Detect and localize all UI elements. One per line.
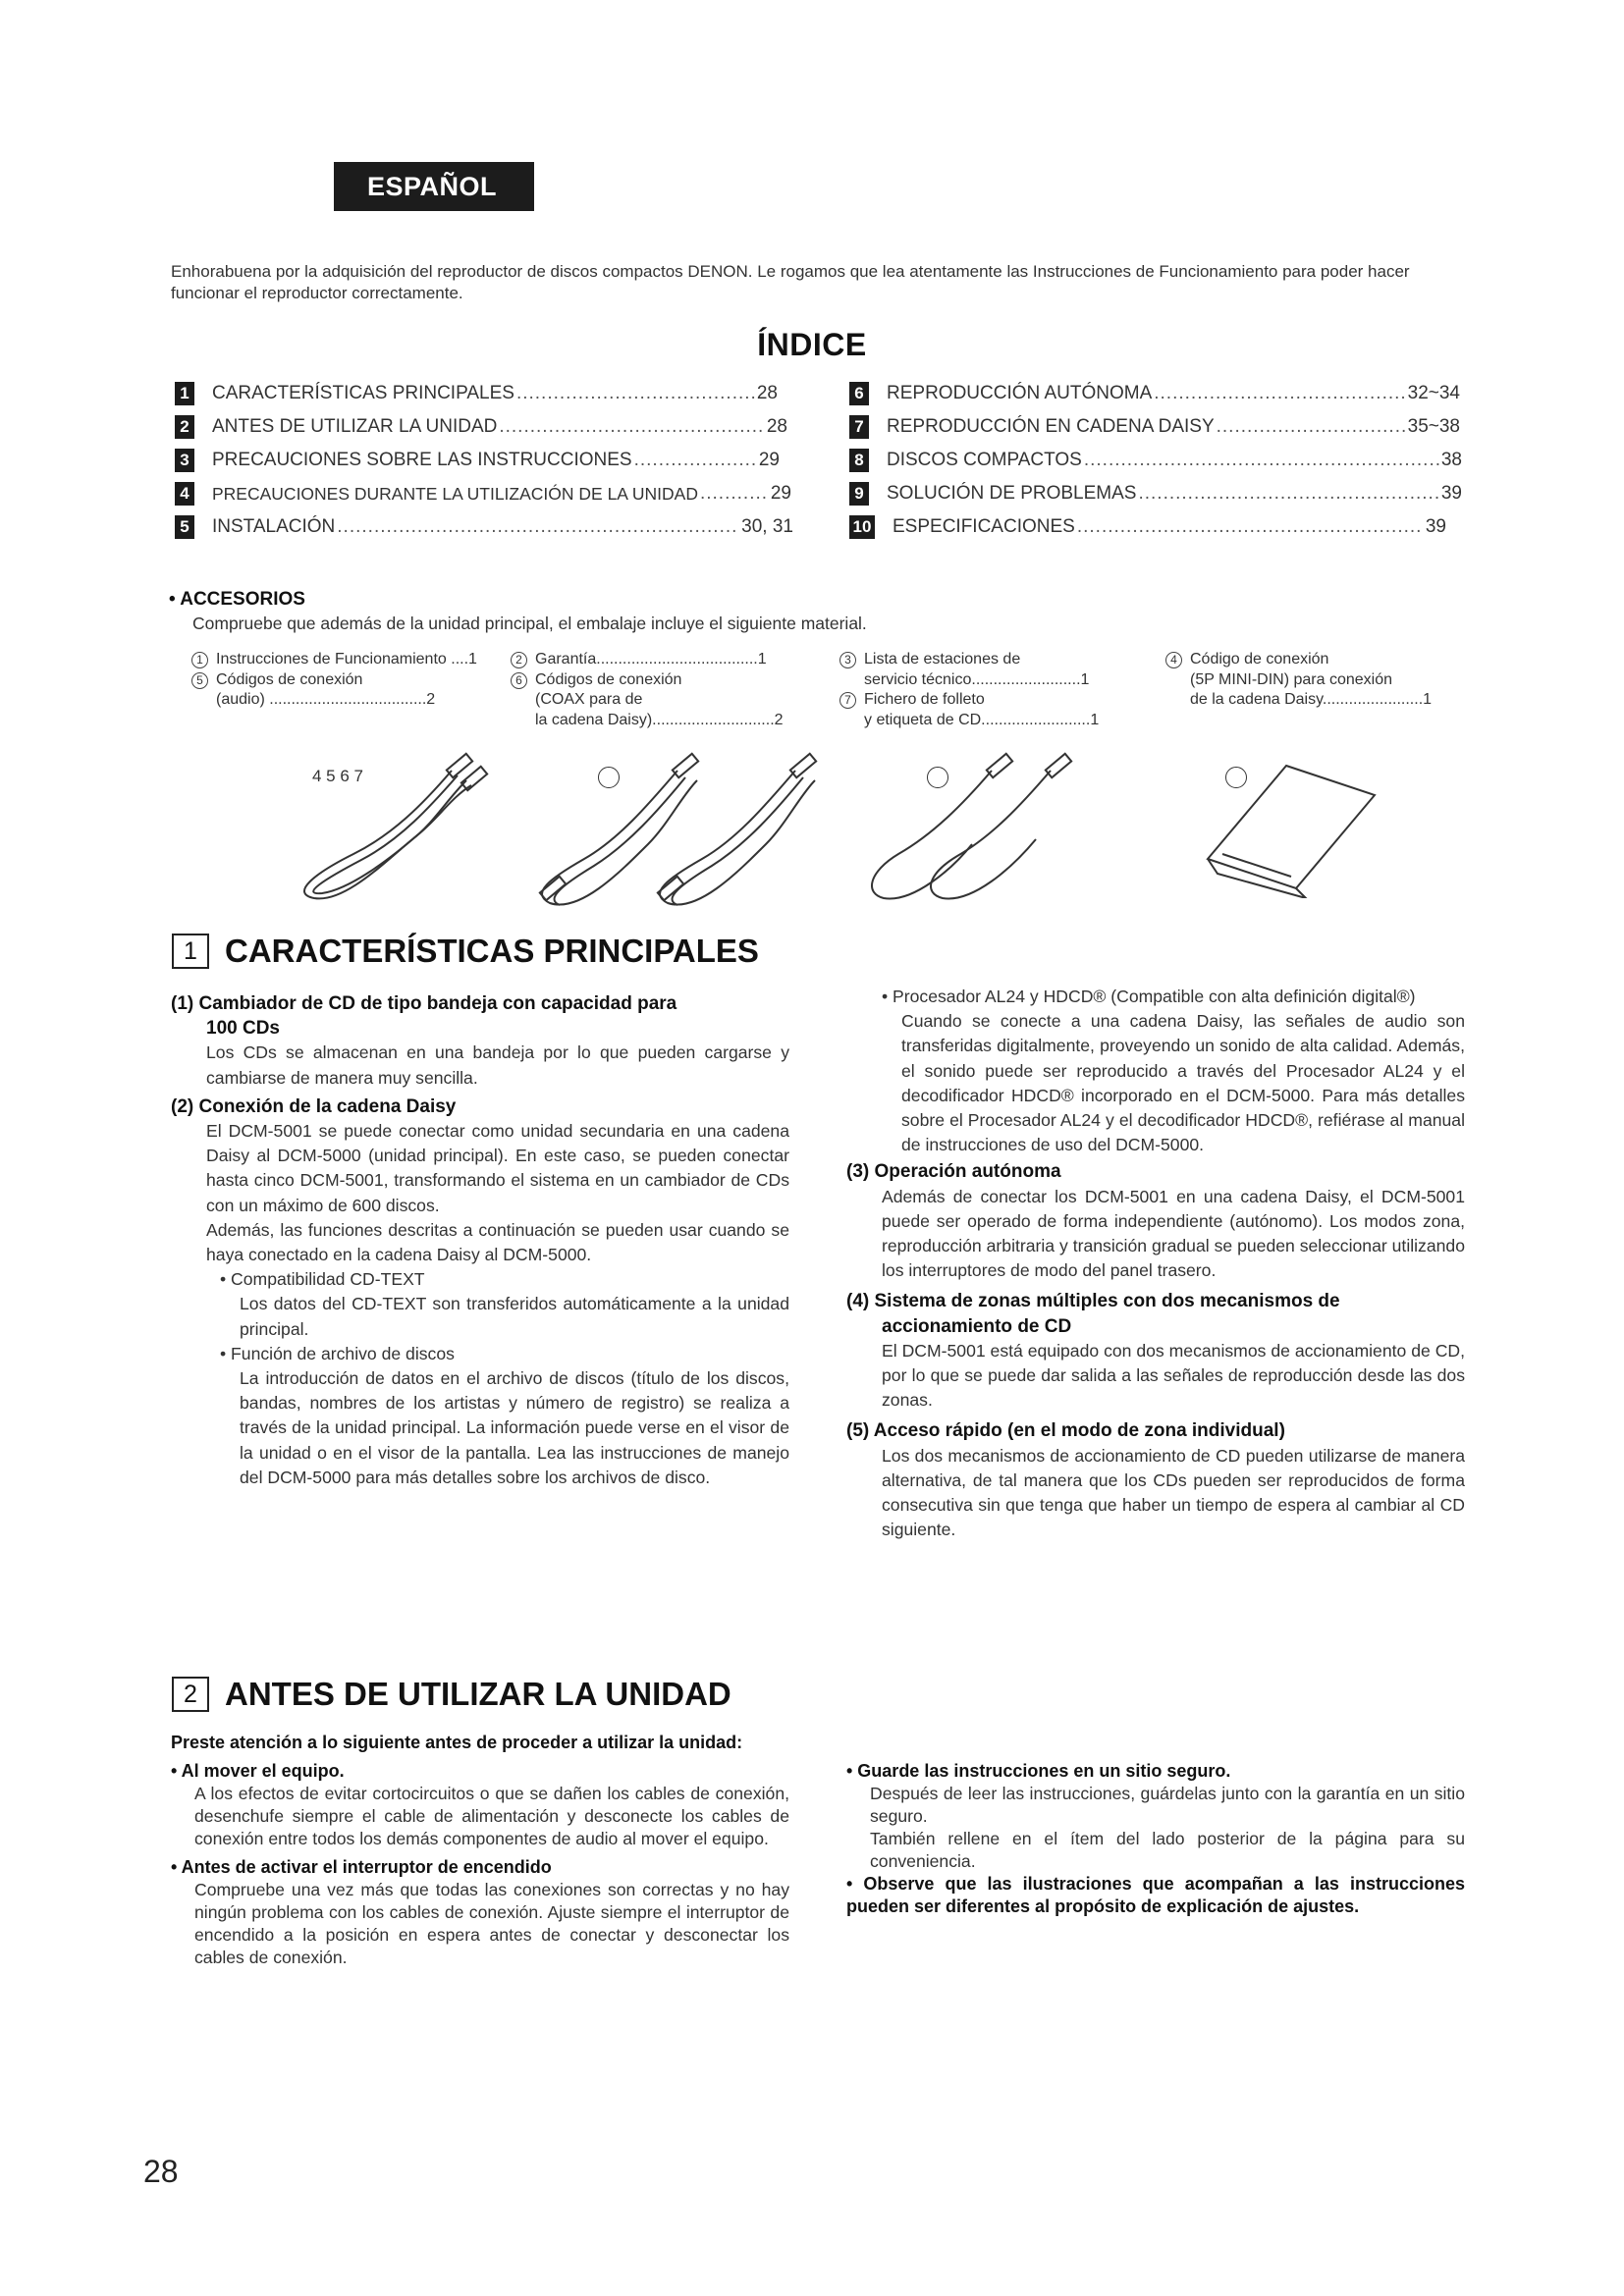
feature-text: Los dos mecanismos de accionamiento de CD pueden utilizarse de manera alternativa, de tal manera que los CDs pueden ser reproducidos de forma consecutiva sin que tenga que haber un tiempo de espera al cambiar al CD siguiente. bbox=[882, 1445, 1465, 1540]
toc-item-number: 7 bbox=[849, 415, 869, 439]
accessory-line: Fichero de folleto bbox=[864, 691, 985, 708]
accessories-column bbox=[511, 650, 820, 730]
section-number-box: 1 bbox=[172, 934, 209, 969]
toc-leader-dots bbox=[1084, 450, 1439, 471]
accessory-line: Códigos de conexión bbox=[216, 670, 363, 688]
accessory-line: Garantía.....................................1 bbox=[535, 651, 767, 667]
section1-right-column bbox=[846, 985, 1465, 1542]
accessories-column bbox=[191, 650, 491, 711]
toc-item[interactable] bbox=[849, 379, 1460, 408]
precaution-text: Compruebe una vez más que todas las conexiones son correctas y no hay ningún problema con los cables de conexión. Ajuste siempre el interruptor de encendido a la posición en espera antes de conectar y desconectar los cables de conexión. bbox=[194, 1880, 789, 1967]
accessory-line: Código de conexión bbox=[1190, 651, 1329, 667]
toc-item-label: CARACTERÍSTICAS PRINCIPALES bbox=[212, 383, 514, 403]
toc-item[interactable] bbox=[175, 379, 778, 408]
toc-leader-dots bbox=[700, 483, 769, 505]
toc-item-label: REPRODUCCIÓN AUTÓNOMA bbox=[887, 383, 1153, 403]
accessory-item bbox=[191, 650, 491, 670]
toc-item[interactable] bbox=[175, 412, 787, 442]
precaution-text: Después de leer las instrucciones, guárdelas junto con la garantía en un sitio seguro. bbox=[870, 1784, 1465, 1826]
accessory-line: la cadena Daisy)............................2 bbox=[535, 711, 784, 728]
feature-heading: (2) Conexión de la cadena Daisy bbox=[171, 1095, 457, 1117]
toc-leader-dots bbox=[634, 450, 757, 471]
item-number-circle: 4 bbox=[1165, 652, 1182, 668]
feature-bullet: • Compatibilidad CD-TEXT bbox=[220, 1269, 425, 1290]
toc-item-number: 4 bbox=[175, 482, 194, 506]
toc-item-page: 35~38 bbox=[1407, 416, 1460, 437]
accessory-item bbox=[839, 690, 1154, 730]
toc-item-label: PRECAUCIONES DURANTE LA UTILIZACIÓN DE LA UNIDAD bbox=[212, 483, 698, 504]
toc-item-number: 6 bbox=[849, 382, 869, 405]
toc-item[interactable] bbox=[175, 512, 793, 542]
toc-item[interactable] bbox=[849, 479, 1462, 508]
accessory-item bbox=[511, 670, 820, 731]
section-heading bbox=[172, 1676, 731, 1713]
accessory-item bbox=[191, 670, 491, 711]
toc-item-number: 5 bbox=[175, 515, 194, 539]
toc-item-page: 38 bbox=[1440, 450, 1462, 470]
feature-heading: (5) Acceso rápido (en el modo de zona individual) bbox=[846, 1420, 1285, 1442]
toc-item-page: 32~34 bbox=[1407, 383, 1460, 403]
accessory-line: (audio) ....................................2 bbox=[216, 691, 436, 708]
toc-item[interactable] bbox=[175, 479, 791, 508]
toc-item[interactable] bbox=[849, 512, 1446, 542]
toc-leader-dots bbox=[499, 416, 765, 438]
toc-item[interactable] bbox=[849, 446, 1462, 475]
accessories-column bbox=[1165, 650, 1480, 711]
feature-text: El DCM-5001 se puede conectar como unidad secundaria en una cadena Daisy al DCM-5000 (unidad principal). En este caso, se pueden conectar hasta cinco DCM-5001, transformando el sistema en un cambiador de CDs con un máximo de 600 discos. bbox=[206, 1121, 789, 1215]
item-number-circle: 3 bbox=[839, 652, 856, 668]
precaution-heading: • Antes de activar el interruptor de encendido bbox=[171, 1857, 552, 1877]
section-heading bbox=[172, 933, 759, 970]
intro-paragraph: Enhorabuena por la adquisición del reproductor de discos compactos DENON. Le rogamos que lea atentamente las Instrucciones de Funcionamiento para poder hacer funcionar el reproductor correctamente. bbox=[171, 262, 1410, 302]
accessory-line: y etiqueta de CD.........................1 bbox=[864, 711, 1100, 728]
feature-text: Además de conectar los DCM-5001 en una cadena Daisy, el DCM-5001 puede ser operado de forma independiente (autónomo). Los modos zona, reproducción arbitraria y transición gradual se pueden seleccionar utilizando los interruptores de modo del panel trasero. bbox=[882, 1186, 1465, 1281]
toc-item-page: 30, 31 bbox=[741, 516, 793, 537]
language-tab: ESPAÑOL bbox=[334, 162, 534, 211]
feature-heading: 100 CDs bbox=[206, 1018, 280, 1040]
minidin-cable-illustration bbox=[844, 746, 1090, 913]
item-number-circle: 7 bbox=[839, 692, 856, 709]
section-number-box: 2 bbox=[172, 1677, 209, 1712]
accessory-line: Códigos de conexión bbox=[535, 670, 682, 688]
toc-leader-dots bbox=[337, 516, 739, 538]
toc-leader-dots bbox=[1138, 483, 1438, 505]
toc-item-page: 39 bbox=[1425, 516, 1446, 537]
accessories-column bbox=[839, 650, 1154, 730]
toc-item-number: 3 bbox=[175, 449, 194, 472]
toc-item-page: 39 bbox=[1440, 483, 1462, 504]
item-number-circle: 6 bbox=[511, 672, 527, 689]
index-title: ÍNDICE bbox=[757, 327, 867, 362]
feature-bullet: • Función de archivo de discos bbox=[220, 1343, 455, 1363]
toc-item-number: 1 bbox=[175, 382, 194, 405]
toc-item-page: 28 bbox=[766, 416, 787, 437]
accessory-item bbox=[839, 650, 1154, 690]
precaution-text: A los efectos de evitar cortocircuitos o que se dañen los cables de conexión, desenchufe siempre el cable de alimentación y desconecte los cables de conexión entre todos los demás componentes de audio al mover el equipo. bbox=[194, 1784, 789, 1848]
feature-text: Los CDs se almacenan en una bandeja por lo que pueden cargarse y cambiarse de manera muy sencilla. bbox=[206, 1042, 789, 1088]
toc-item[interactable] bbox=[175, 446, 780, 475]
toc-item-page: 28 bbox=[756, 383, 778, 403]
feature-text: La introducción de datos en el archivo de discos (título de los discos, bandas, nombres de los artistas y número de registro) se realiza a través de la unidad principal. La información puede verse en el visor de la unidad o en el visor de la pantalla. Lea las instrucciones de manejo del DCM-5000 para más detalles sobre los archivos de disco. bbox=[240, 1368, 789, 1487]
booklet-illustration bbox=[1198, 761, 1384, 898]
toc-item-number: 10 bbox=[849, 515, 875, 539]
feature-heading: (1) Cambiador de CD de tipo bandeja con capacidad para bbox=[171, 993, 677, 1014]
accessory-line: (5P MINI-DIN) para conexión bbox=[1190, 670, 1392, 688]
item-number-circle: 5 bbox=[191, 672, 208, 689]
toc-item-number: 8 bbox=[849, 449, 869, 472]
feature-text: Además, las funciones descritas a continuación se pueden usar cuando se haya conectado en la cadena Daisy al DCM-5000. bbox=[206, 1219, 789, 1265]
section-title: CARACTERÍSTICAS PRINCIPALES bbox=[225, 933, 759, 969]
toc-leader-dots bbox=[1217, 416, 1406, 438]
feature-heading: (4) Sistema de zonas múltiples con dos mecanismos de bbox=[846, 1291, 1340, 1312]
toc-item-page: 29 bbox=[770, 483, 791, 504]
toc-item-label: DISCOS COMPACTOS bbox=[887, 450, 1082, 470]
toc-item-label: REPRODUCCIÓN EN CADENA DAISY bbox=[887, 416, 1215, 437]
accessory-line: Lista de estaciones de bbox=[864, 651, 1021, 667]
toc-item-label: PRECAUCIONES SOBRE LAS INSTRUCCIONES bbox=[212, 450, 632, 470]
accessory-line: de la cadena Daisy.......................1 bbox=[1190, 691, 1433, 708]
illustration-item-numbers: 4 5 6 7 bbox=[312, 767, 363, 785]
feature-text: Cuando se conecte a una cadena Daisy, las señales de audio son transferidas digitalmente, proveyendo un sonido de alta calidad. Además, el sonido puede ser reproducido a través del Procesador AL24 y el decodificador HDCD® incorporado en el DCM-5000. Para más detalles sobre el Procesador AL24 y el decodificador HDCD®, refiérase al manual de instrucciones de uso del DCM-5000. bbox=[901, 1011, 1465, 1155]
precaution-heading: • Al mover el equipo. bbox=[171, 1761, 345, 1781]
coax-cable-illustration bbox=[511, 746, 835, 918]
section-title: ANTES DE UTILIZAR LA UNIDAD bbox=[225, 1676, 731, 1712]
page-number: 28 bbox=[143, 2154, 179, 2189]
audio-cable-illustration bbox=[275, 746, 491, 913]
toc-item-label: ANTES DE UTILIZAR LA UNIDAD bbox=[212, 416, 498, 437]
accessories-description: Compruebe que además de la unidad principal, el embalaje incluye el siguiente material. bbox=[192, 614, 867, 633]
accessories-title: • ACCESORIOS bbox=[169, 589, 305, 610]
accessory-item bbox=[511, 650, 820, 670]
toc-item-label: INSTALACIÓN bbox=[212, 516, 336, 537]
feature-text: El DCM-5001 está equipado con dos mecanismos de accionamiento de CD, por lo que se puede dar salida a las señales de reproducción desde las dos zonas. bbox=[882, 1340, 1465, 1411]
accessory-line: (COAX para de bbox=[535, 691, 643, 708]
toc-item[interactable] bbox=[849, 412, 1460, 442]
toc-item-label: SOLUCIÓN DE PROBLEMAS bbox=[887, 483, 1137, 504]
feature-bullet: • Procesador AL24 y HDCD® (Compatible con alta definición digital®) bbox=[882, 987, 1416, 1006]
toc-leader-dots bbox=[1077, 516, 1424, 538]
accessory-line: Instrucciones de Funcionamiento ....1 bbox=[216, 651, 477, 667]
precaution-heading: • Guarde las instrucciones en un sitio seguro. bbox=[846, 1761, 1231, 1781]
item-number-circle: 2 bbox=[511, 652, 527, 668]
toc-item-number: 2 bbox=[175, 415, 194, 439]
toc-item-page: 29 bbox=[758, 450, 780, 470]
item-number-circle: 1 bbox=[191, 652, 208, 668]
section1-left-column bbox=[171, 991, 789, 1490]
toc-item-label: ESPECIFICACIONES bbox=[893, 516, 1075, 537]
accessory-line: servicio técnico.........................1 bbox=[864, 670, 1090, 688]
section2-right-column bbox=[846, 1760, 1465, 1918]
precaution-heading: • Observe que las ilustraciones que acompañan a las instrucciones pueden ser diferentes al propósito de explicación de ajustes. bbox=[846, 1874, 1465, 1916]
toc-leader-dots bbox=[1154, 383, 1405, 404]
precaution-text: También rellene en el ítem del lado posterior de la página para su conveniencia. bbox=[870, 1829, 1465, 1871]
section2-left-column bbox=[171, 1732, 789, 1969]
feature-heading: accionamiento de CD bbox=[882, 1315, 1072, 1337]
accessory-item bbox=[1165, 650, 1480, 711]
feature-heading: (3) Operación autónoma bbox=[846, 1161, 1061, 1183]
toc-leader-dots bbox=[516, 383, 755, 404]
precaution-lead: Preste atención a lo siguiente antes de proceder a utilizar la unidad: bbox=[171, 1733, 743, 1752]
toc-item-number: 9 bbox=[849, 482, 869, 506]
feature-text: Los datos del CD-TEXT son transferidos automáticamente a la unidad principal. bbox=[240, 1294, 789, 1339]
